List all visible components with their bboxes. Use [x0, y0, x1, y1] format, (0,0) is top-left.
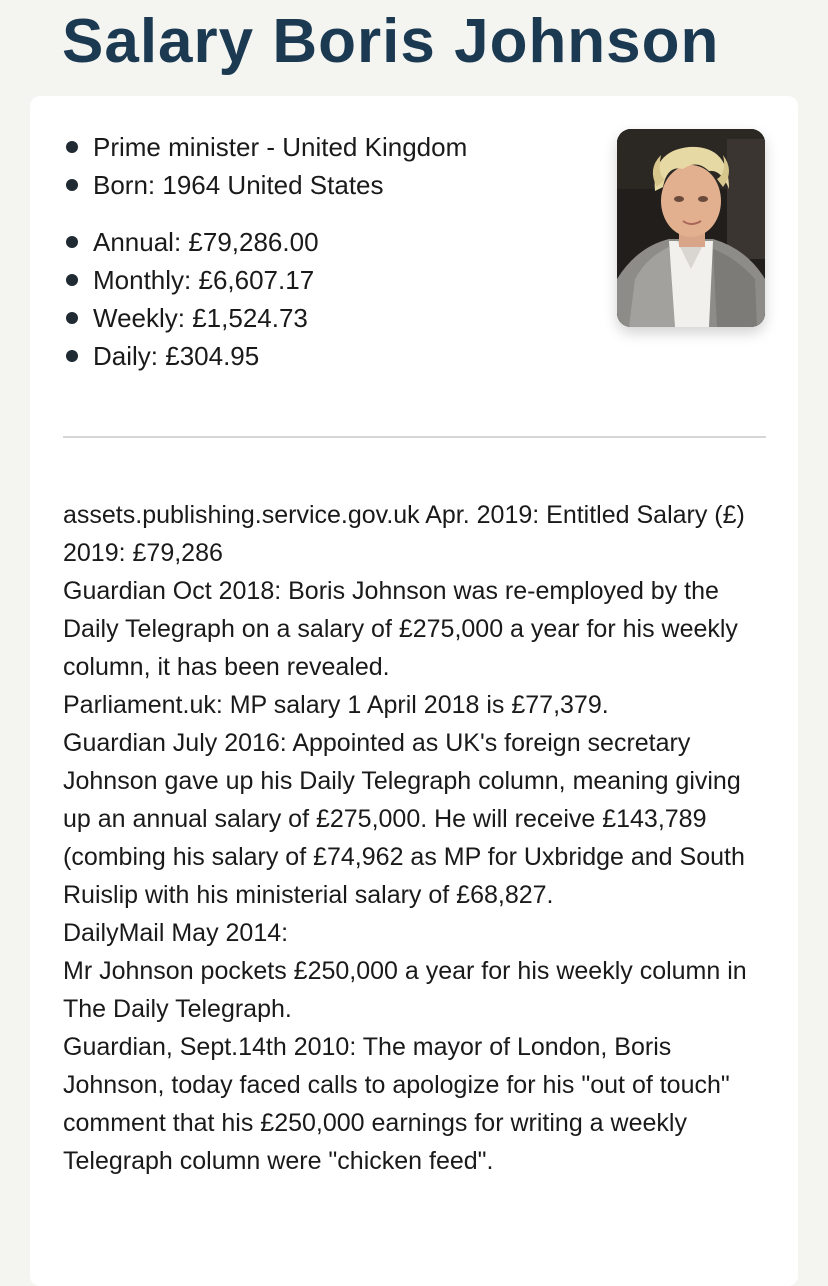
list-item-monthly-salary: Monthly: £6,607.17 — [63, 261, 583, 299]
salary-list — [63, 223, 583, 375]
list-item-annual-salary: Annual: £79,286.00 — [63, 223, 583, 261]
profile-photo — [617, 129, 765, 327]
source-dailymail-2014: Mr Johnson pockets £250,000 a year for his weekly column in The Daily Telegraph. — [63, 957, 747, 1023]
portrait-image — [617, 129, 765, 327]
list-item-born: Born: 1964 United States — [63, 166, 583, 204]
list-item-daily-salary: Daily: £304.95 — [63, 337, 583, 375]
section-divider — [63, 436, 766, 438]
source-parliament-2018: Parliament.uk: MP salary 1 April 2018 is £77,379. — [63, 691, 609, 719]
source-gov-2019: assets.publishing.service.gov.uk Apr. 2019: Entitled Salary (£) 2019: £79,286 — [63, 501, 745, 567]
salary-sources — [63, 496, 771, 1180]
source-guardian-2010: Guardian, Sept.14th 2010: The mayor of London, Boris Johnson, today faced calls to apologize for his "out of touch" comment that his £250,000 earnings for writing a weekly Telegraph column were "chicken feed". — [63, 1033, 730, 1175]
salary-card — [30, 96, 798, 1286]
source-dailymail-2014-heading: DailyMail May 2014: — [63, 919, 289, 947]
page-title: Salary Boris Johnson — [62, 7, 720, 76]
source-guardian-2018: Guardian Oct 2018: Boris Johnson was re-employed by the Daily Telegraph on a salary of £275,000 a year for his weekly column, it has been revealed. — [63, 577, 738, 681]
list-item-weekly-salary: Weekly: £1,524.73 — [63, 299, 583, 337]
list-item-position: Prime minister - United Kingdom — [63, 128, 583, 166]
profile-facts — [63, 128, 583, 375]
profile-fact-list — [63, 128, 583, 204]
source-guardian-2016: Guardian July 2016: Appointed as UK's foreign secretary Johnson gave up his Daily Telegraph column, meaning giving up an annual salary of £275,000. He will receive £143,789 (combing his salary of £74,962 as MP for Uxbridge and South Ruislip with his ministerial salary of £68,827. — [63, 729, 745, 909]
